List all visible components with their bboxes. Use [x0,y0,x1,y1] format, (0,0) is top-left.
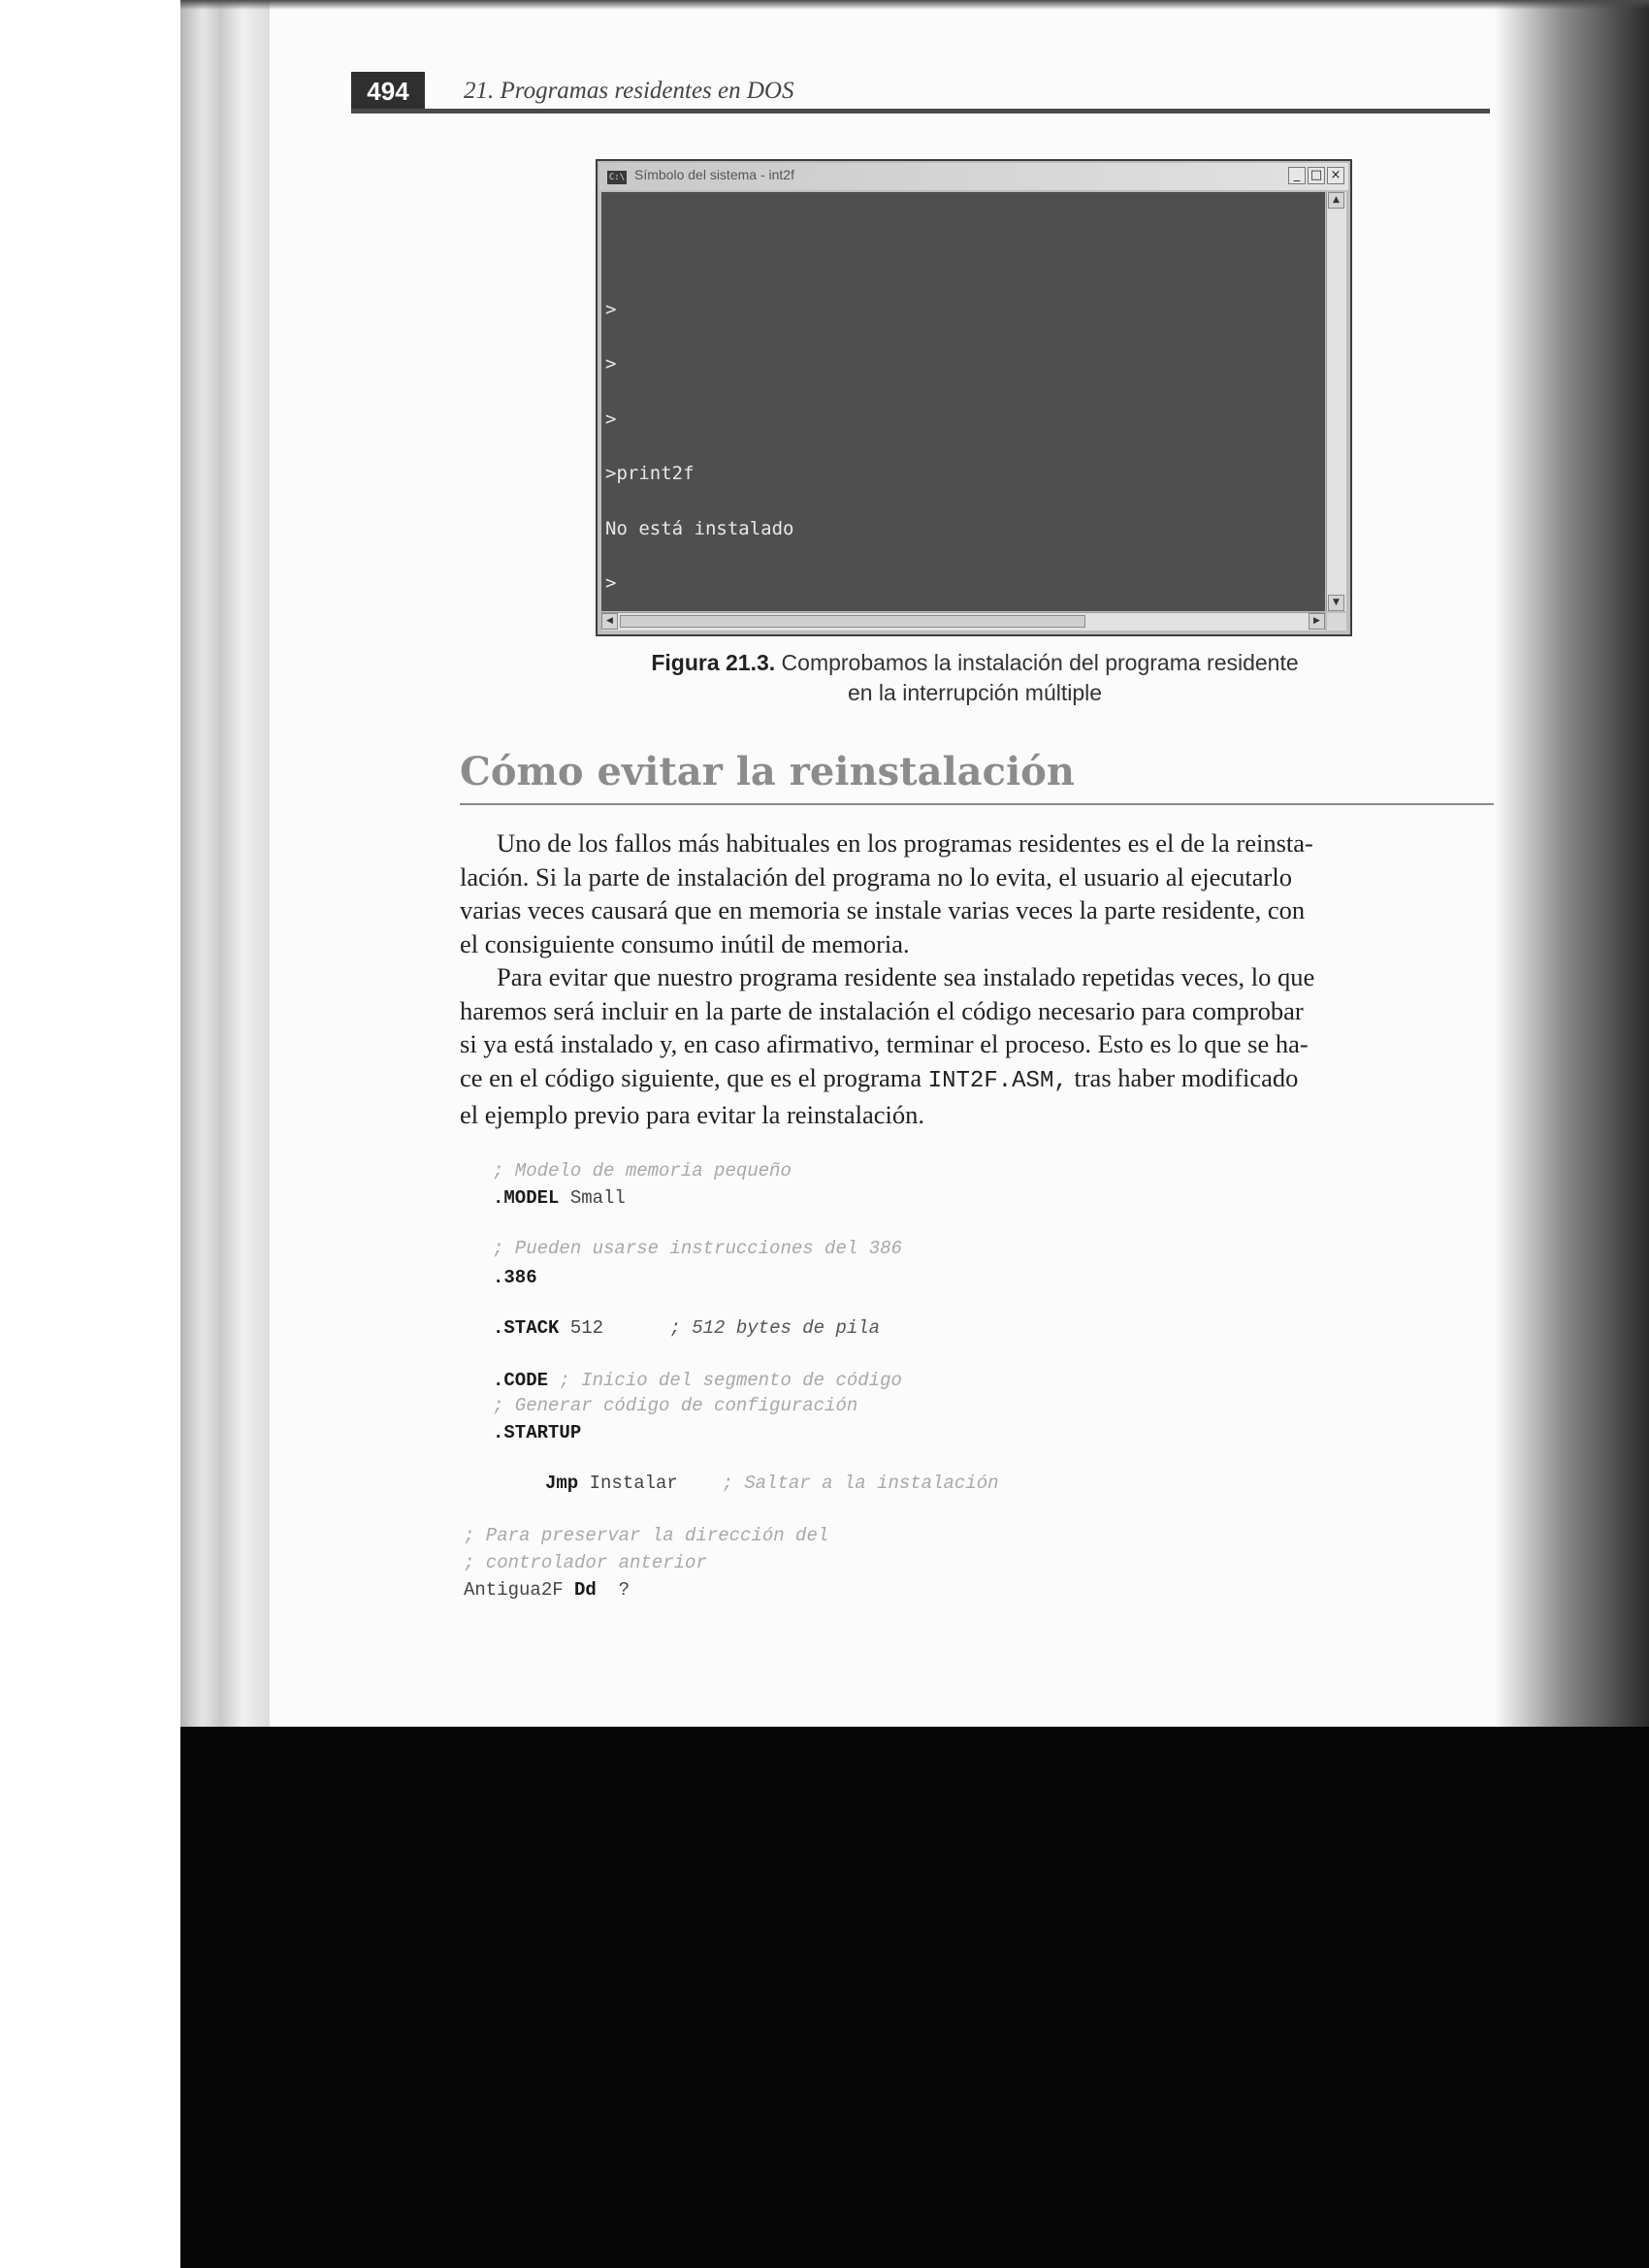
code-line [493,1187,626,1209]
console-line: > [605,298,617,320]
running-head: 21. Programas residentes en DOS [464,78,794,104]
code-comment: ; Inicio del segmento de código [548,1370,902,1391]
console-app-icon: C:\ [608,173,626,182]
body-text [460,826,1496,1132]
figure-caption-line-1: Comprobamos la instalación del programa residente [781,650,1299,675]
code-argument: Instalar [578,1473,723,1494]
text-line: Uno de los fallos más habituales en los programas residentes es el de la reinsta- [497,828,1313,858]
text-line: varias veces causará que en memoria se instale varias veces la parte residente, con [460,895,1306,924]
text-line: el consiguiente consumo inútil de memoria. [460,928,910,958]
text-line: lación. Si la parte de instalación del programa no lo evita, el usuario al ejecutarlo [460,861,1292,891]
code-comment: ; Pueden usarse instrucciones del 386 [493,1238,902,1259]
code-comment: ; Saltar a la instalación [722,1473,999,1494]
scan-margin [0,0,180,2268]
code-keyword: .386 [493,1267,537,1288]
code-keyword: .MODEL [493,1187,560,1209]
code-comment: ; Generar código de configuración [493,1395,858,1416]
console-line: >print2f [605,463,695,485]
code-argument: Small [559,1187,626,1209]
code-keyword: .STARTUP [493,1422,582,1443]
code-line [493,1370,902,1391]
console-line: No está instalado [605,517,794,539]
figure-caption [582,648,1368,708]
code-comment: ; Modelo de memoria pequeño [493,1160,792,1182]
console-line [605,246,793,265]
inline-code: INT2F.ASM, [927,1067,1068,1094]
console-line: > [605,571,617,594]
console-title: Símbolo del sistema - int2f [634,167,794,182]
maximize-button[interactable]: □ [1308,167,1325,184]
vertical-scrollbar[interactable] [1326,192,1346,611]
window-controls [1288,167,1344,184]
text-line: Para evitar que nuestro programa residente sea instalado repetidas veces, lo que [497,962,1315,991]
scrollbar-thumb[interactable] [620,615,1085,628]
code-comment: ; 512 bytes de pila [669,1317,881,1339]
figure-caption-line-2: en la interrupción múltiple [847,680,1103,705]
scroll-left-arrow-icon[interactable]: ◀ [601,613,618,630]
figure-label: Figura 21.3. [651,650,776,675]
page-gutter-shadow [1494,0,1649,1727]
code-comment: ; controlador anterior [464,1552,707,1573]
close-button[interactable]: × [1327,167,1344,184]
section-title: Cómo evitar la reinstalación [460,749,1075,794]
text-line: haremos será incluir en la parte de instalación el código necesario para comprobar [460,995,1304,1025]
code-keyword: Dd [574,1579,597,1601]
paragraph [460,960,1496,1132]
text-fragment: tras haber modificado [1067,1062,1299,1092]
code-keyword: Jmp [545,1473,579,1494]
resize-grip-icon[interactable] [1327,613,1346,631]
code-keyword: .STACK [493,1317,560,1339]
code-line [493,1317,880,1339]
code-keyword: .CODE [493,1370,549,1391]
page-number: 494 [351,72,425,111]
console-line: > [605,353,617,375]
text-line: el ejemplo previo para evitar la reinstalación. [460,1100,924,1129]
code-identifier: Antigua2F [464,1579,575,1601]
code-comment: ; Para preservar la dirección del [464,1525,829,1546]
page-top-edge [180,0,1649,10]
console-titlebar [599,163,1348,190]
code-argument: ? [596,1579,630,1601]
console-line: > [605,407,617,430]
code-line [545,1473,999,1494]
console-window [596,159,1352,636]
code-line [464,1579,630,1601]
book-spine [180,0,270,1727]
console-output [601,192,1325,611]
scroll-right-arrow-icon[interactable]: ▶ [1309,613,1325,630]
scroll-down-arrow-icon[interactable]: ▼ [1328,595,1344,611]
code-argument: 512 [559,1317,670,1339]
header-rule [351,109,1490,113]
text-line [460,1061,1496,1099]
horizontal-scrollbar[interactable] [601,612,1325,631]
paragraph [460,826,1496,960]
scroll-up-arrow-icon[interactable]: ▲ [1328,192,1344,209]
scanner-background [180,1727,1649,2268]
section-rule [460,803,1494,805]
text-fragment: ce en el código siguiente, que es el programa [460,1062,928,1092]
minimize-button[interactable]: _ [1288,167,1306,184]
text-line: si ya está instalado y, en caso afirmativo, terminar el proceso. Esto es lo que se ha- [460,1029,1309,1058]
